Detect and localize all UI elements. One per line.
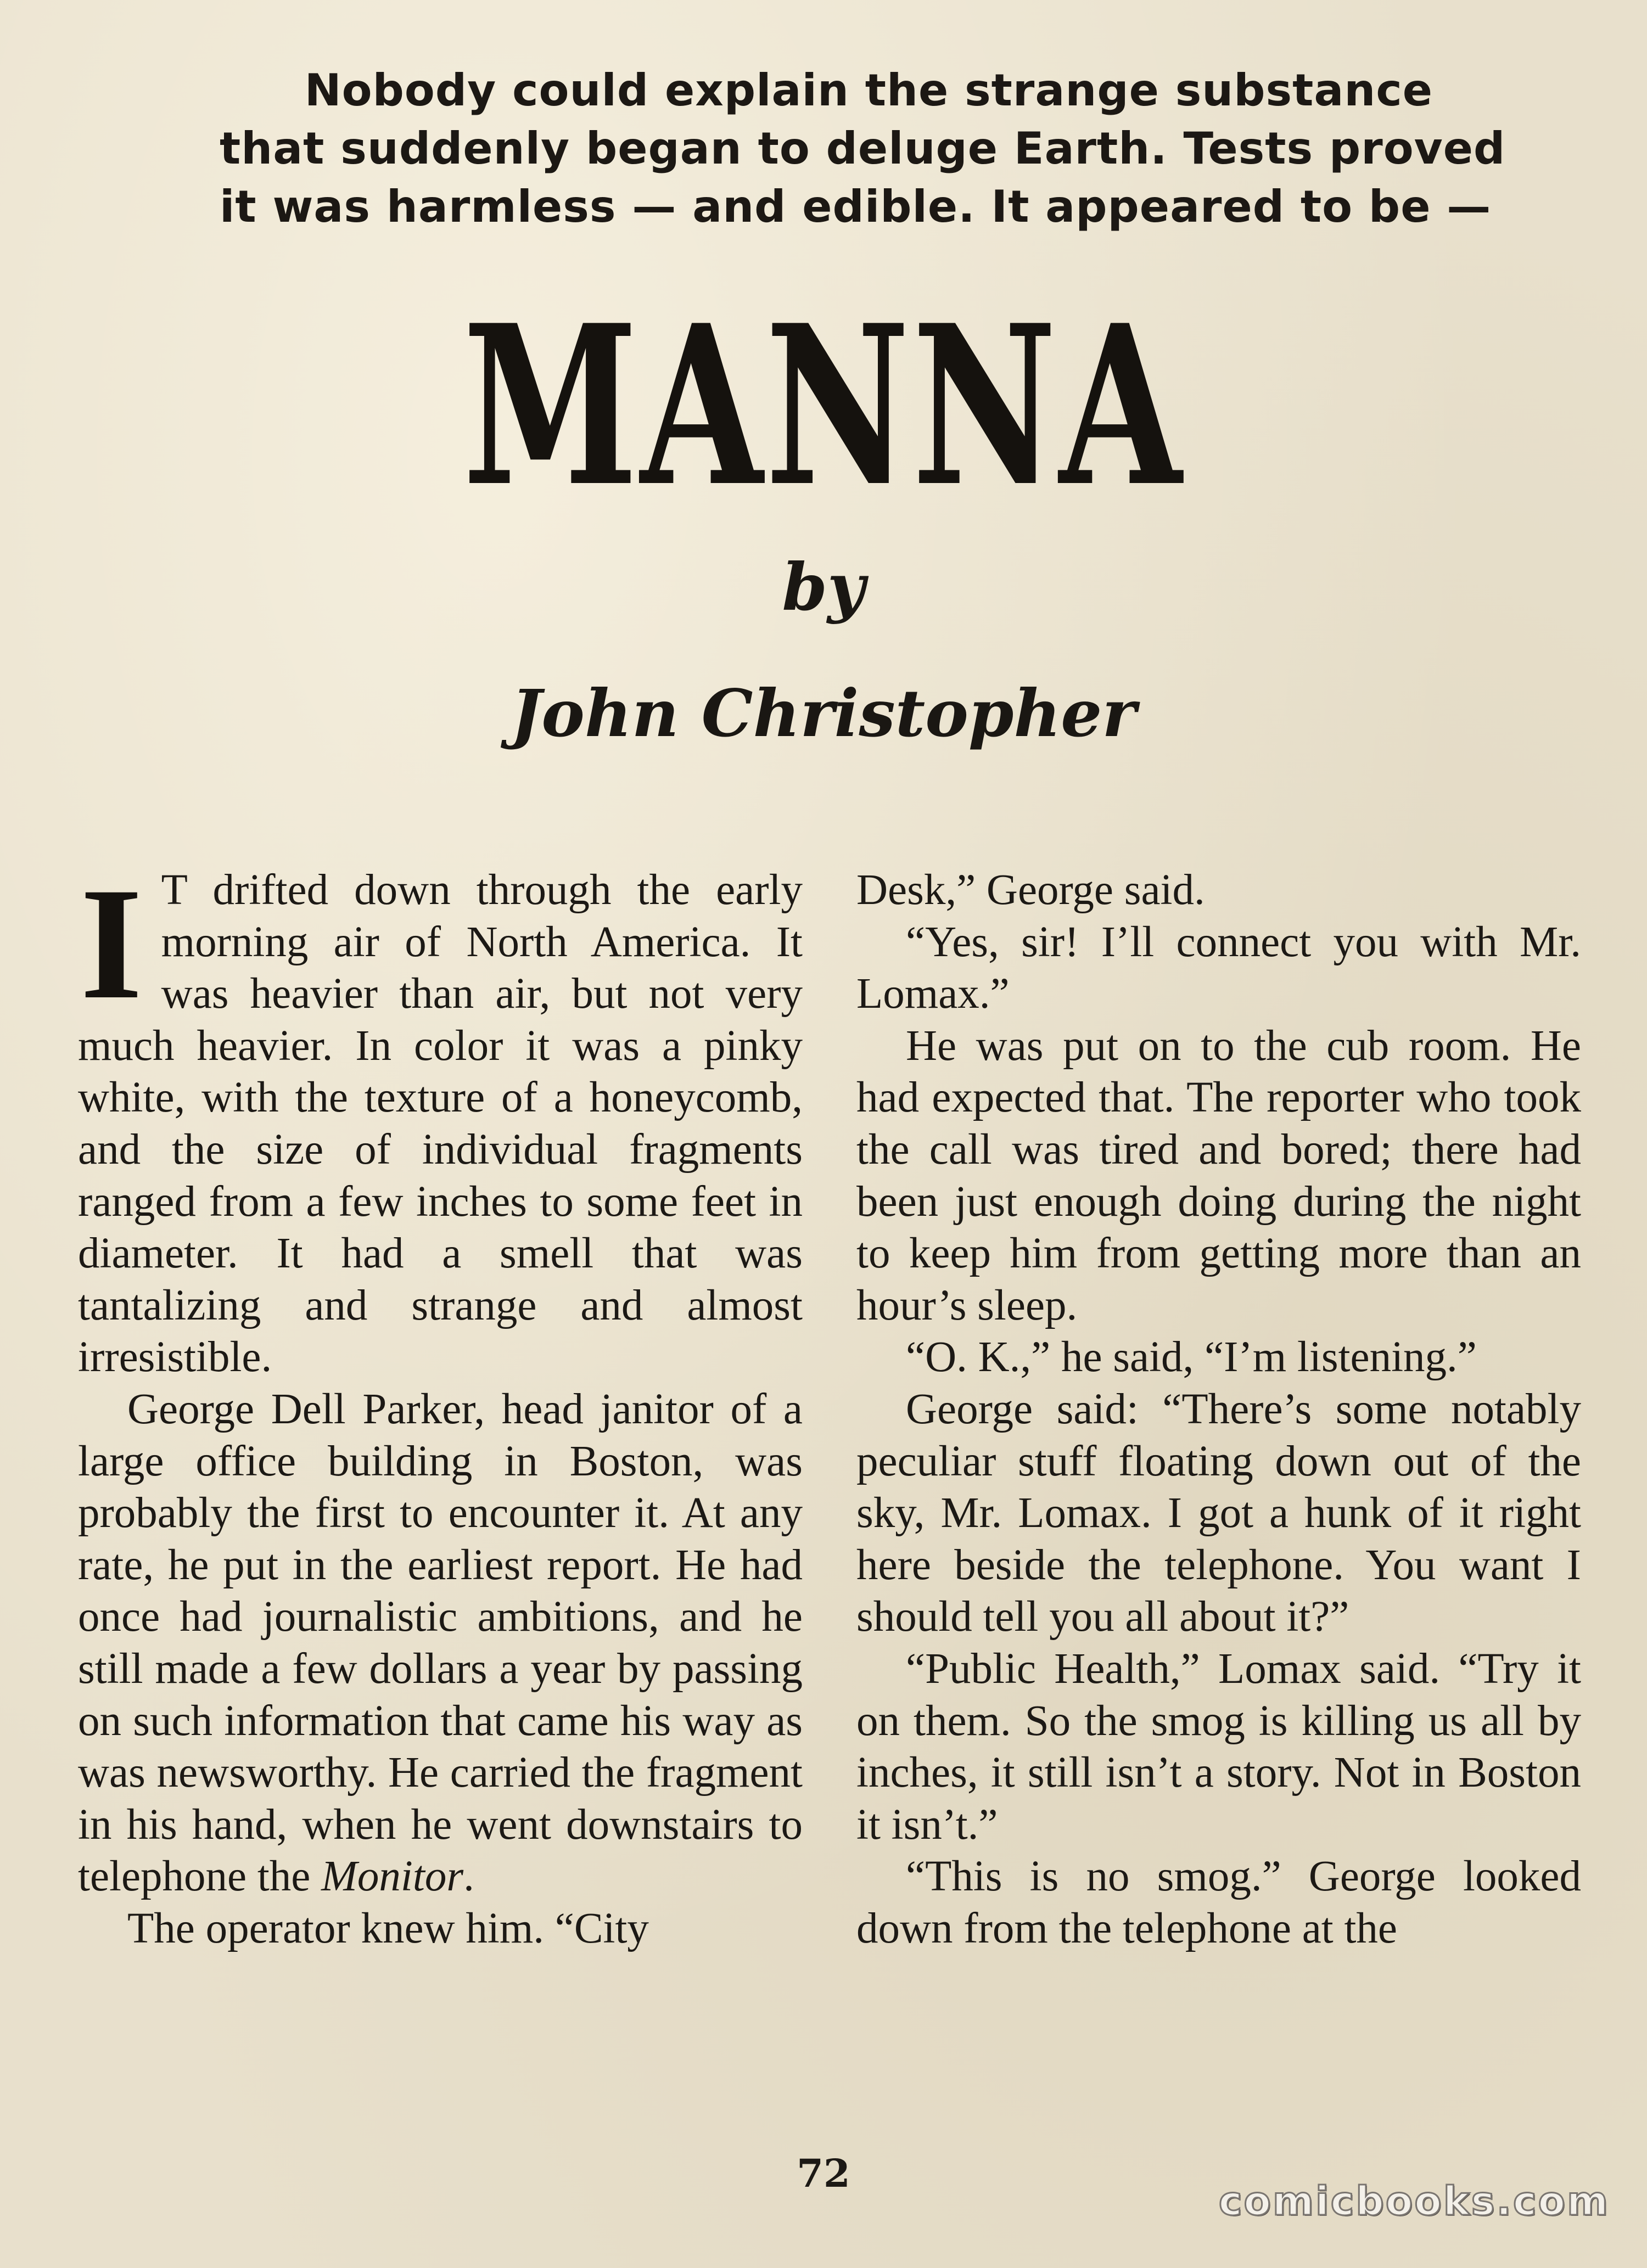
paragraph: “This is no smog.” George looked down from the telephone at the — [856, 1852, 1581, 1952]
blurb-line-2: that suddenly began to deluge Earth. Tests proved — [220, 123, 1506, 174]
article-column-left — [78, 855, 803, 1955]
paragraph: Desk,” George said. — [856, 866, 1205, 914]
author-name: John Christopher — [511, 675, 1136, 751]
intro-blurb — [220, 61, 1506, 236]
paragraph: George said: “There’s some notably peculiar stuff floating down out of the sky, Mr. Lomax. I got a hunk of it right here beside the telephone. You want I should tell you all about it?” — [856, 1385, 1581, 1641]
article-column-right — [856, 864, 1581, 1955]
paragraph: “Public Health,” Lomax said. “Try it on them. So the smog is killing us all by inches, it still isn’t a story. Not in Boston it isn’t.” — [856, 1644, 1581, 1849]
blurb-line-1: Nobody could explain the strange substance — [304, 65, 1433, 116]
site-watermark: comicbooks.com — [1218, 2178, 1610, 2224]
page-number: 72 — [797, 2151, 850, 2196]
paragraph-text: George Dell Parker, head janitor of a large office building in Boston, was probably the first to encounter it. At any rate, he put in the earliest report. He had once had journalistic ambitions, and he still made a few dollars a year by passing on such information that came his way as was newsworthy. He carried the fragment in his hand, when he went downstairs to telephone the — [78, 1385, 803, 1901]
paragraph — [78, 1384, 803, 1903]
paragraph: “Yes, sir! I’ll connect you with Mr. Lomax.” — [856, 918, 1581, 1018]
paragraph: The operator knew him. “City — [127, 1904, 649, 1952]
drop-cap: I — [80, 855, 143, 1032]
newspaper-name: Monitor — [321, 1852, 464, 1901]
byline: by — [782, 549, 865, 625]
story-title: MANNA — [463, 277, 1184, 535]
blurb-line-3: it was harmless — and edible. It appeared to be — — [220, 181, 1492, 232]
paragraph: “O. K.,” he said, “I’m listening.” — [906, 1333, 1477, 1382]
paragraph-text: T drifted down through the early morning air of North America. It was heavier than air, but not very much heavier. In color it was a pinky white, with the texture of a honeycomb, and the size of individual fragments ranged from a few inches to some feet in diameter. It had a smell that was tantalizing and strange and almost irresistible. — [78, 866, 803, 1382]
paragraph — [78, 855, 803, 1384]
paragraph: He was put on to the cub room. He had expected that. The reporter who took the call was tired and bored; there had been just enough doing during the night to keep him from getting more than an hour’s sleep. — [856, 1021, 1581, 1329]
paragraph-text: . — [463, 1852, 474, 1901]
